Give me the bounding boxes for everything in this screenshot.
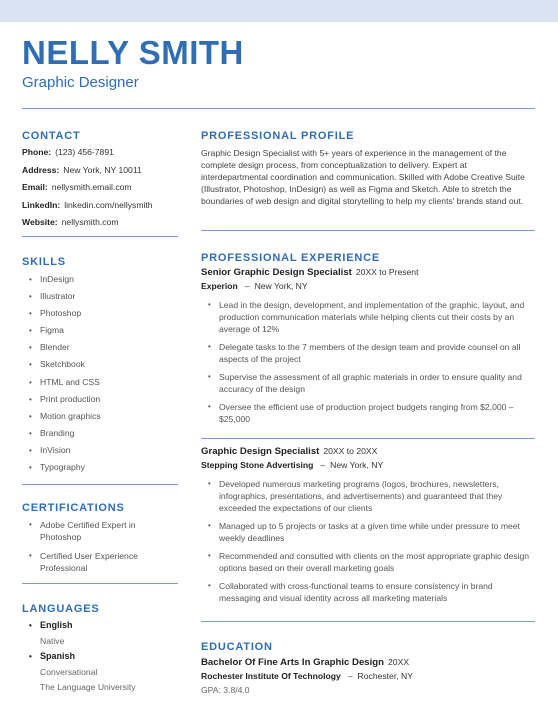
school-line: Rochester Institute Of Technology – Rochester, NY [201, 671, 413, 681]
experience-divider [201, 621, 535, 622]
education-entry [201, 657, 535, 696]
degree-dates: 20XX [388, 657, 410, 667]
job-title: Senior Graphic Design Specialist 20XX to Present [201, 267, 419, 278]
certifications-divider [22, 583, 178, 584]
skills-heading: SKILLS [22, 256, 66, 268]
language-note: The Language University [40, 682, 136, 692]
languages-heading: LANGUAGES [22, 603, 100, 615]
skill-item: • Figma [22, 322, 178, 339]
degree-title: Bachelor Of Fine Arts In Graphic Design 20XX [201, 657, 410, 668]
languages-list [22, 618, 178, 696]
certifications-list [22, 519, 178, 581]
profile-divider [201, 230, 535, 231]
job-company-line: Experion – New York, NY [201, 281, 308, 291]
responsibility-item: • Collaborated with cross-functional teams to ensure consistency in brand messaging and visual identity across all marketing materials [201, 580, 535, 604]
job-title: Graphic Design Specialist 20XX to 20XX [201, 446, 378, 457]
skill-item: • Sketchbook [22, 356, 178, 373]
responsibility-item: • Recommended and consulted with clients on the most appropriate graphic design options based on their overall marketing goals [201, 550, 535, 574]
skills-divider [22, 484, 178, 485]
responsibility-item: • Managed up to 5 projects or tasks at a given time while under pressure to meet weekly deadlines [201, 520, 535, 544]
contact-list [22, 144, 178, 232]
responsibility-item: • Lead in the design, development, and implementation of the graphic, layout, and production communication materials while helping clients cut their costs by an average of 12% [201, 299, 535, 335]
job-company-line: Stepping Stone Advertising – New York, NY [201, 460, 384, 470]
contact-phone: Phone: (123) 456-7891 [22, 147, 114, 157]
gpa: GPA: 3.8/4.0 [201, 685, 250, 695]
contact-address: Address: New York, NY 10011 [22, 164, 142, 175]
contact-website: Website: nellysmith.com [22, 217, 119, 227]
language-level: Native [40, 635, 65, 646]
profile-text: Graphic Design Specialist with 5+ years of experience in the management of the complete design process, from conceptualization to delivery. Expert at interdepartmental coordination and communication. Skilled with Adobe Creative Suite (Illustrator, Photoshop, InDesign) as well as Figma and Sketch. Able to stretch the boundaries of web design and digital storytelling to help my clients' brands stand out. [201, 148, 525, 206]
skill-item: • Branding [22, 425, 178, 442]
skill-item: • InVision [22, 442, 178, 459]
certification-item: • Adobe Certified Expert in Photoshop [22, 519, 178, 543]
skill-item: • Typography [22, 459, 178, 476]
job-entry [201, 446, 535, 610]
job-divider [201, 438, 535, 439]
certifications-heading: CERTIFICATIONS [22, 502, 125, 514]
job-dates: 20XX to Present [355, 267, 419, 277]
job-entry [201, 267, 535, 431]
skills-list [22, 271, 178, 476]
contact-email: Email: nellysmith.email.com [22, 182, 132, 192]
language-level: Conversational [40, 666, 98, 677]
language-name: • Spanish [22, 649, 178, 665]
header-divider [22, 108, 535, 109]
experience-heading: PROFESSIONAL EXPERIENCE [201, 252, 380, 264]
skill-item: • HTML and CSS [22, 374, 178, 391]
top-accent-bar [0, 0, 558, 22]
skill-item: • Illustrator [22, 288, 178, 305]
skill-item: • Photoshop [22, 305, 178, 322]
contact-divider [22, 236, 178, 237]
skill-item: • Print production [22, 391, 178, 408]
skill-item: • Motion graphics [22, 408, 178, 425]
job-responsibilities [201, 299, 535, 425]
skill-item: • Blender [22, 339, 178, 356]
job-dates: 20XX to 20XX [323, 446, 378, 456]
candidate-role: Graphic Designer [22, 74, 139, 91]
skill-item: • InDesign [22, 271, 178, 288]
job-responsibilities [201, 478, 535, 604]
candidate-name: NELLY SMITH [22, 34, 244, 71]
contact-heading: CONTACT [22, 130, 81, 142]
responsibility-item: • Supervise the assessment of all graphic materials in order to ensure quality and accuracy of the design [201, 371, 535, 395]
language-name: • English [22, 618, 178, 634]
responsibility-item: • Delegate tasks to the 7 members of the design team and provide counsel on all aspects of the project [201, 341, 535, 365]
responsibility-item: • Oversee the efficient use of production project budgets ranging from $2,000 – $25,000 [201, 401, 535, 425]
certification-item: • Certified User Experience Professional [22, 550, 178, 574]
education-heading: EDUCATION [201, 641, 273, 653]
responsibility-item: • Developed numerous marketing programs (logos, brochures, newsletters, infographics, presentations, and advertisements) and guaranteed that they exceeded the expectations of our clients [201, 478, 535, 514]
profile-heading: PROFESSIONAL PROFILE [201, 130, 355, 142]
contact-linkedin: LinkedIn: linkedin.com/nellysmith [22, 199, 153, 210]
